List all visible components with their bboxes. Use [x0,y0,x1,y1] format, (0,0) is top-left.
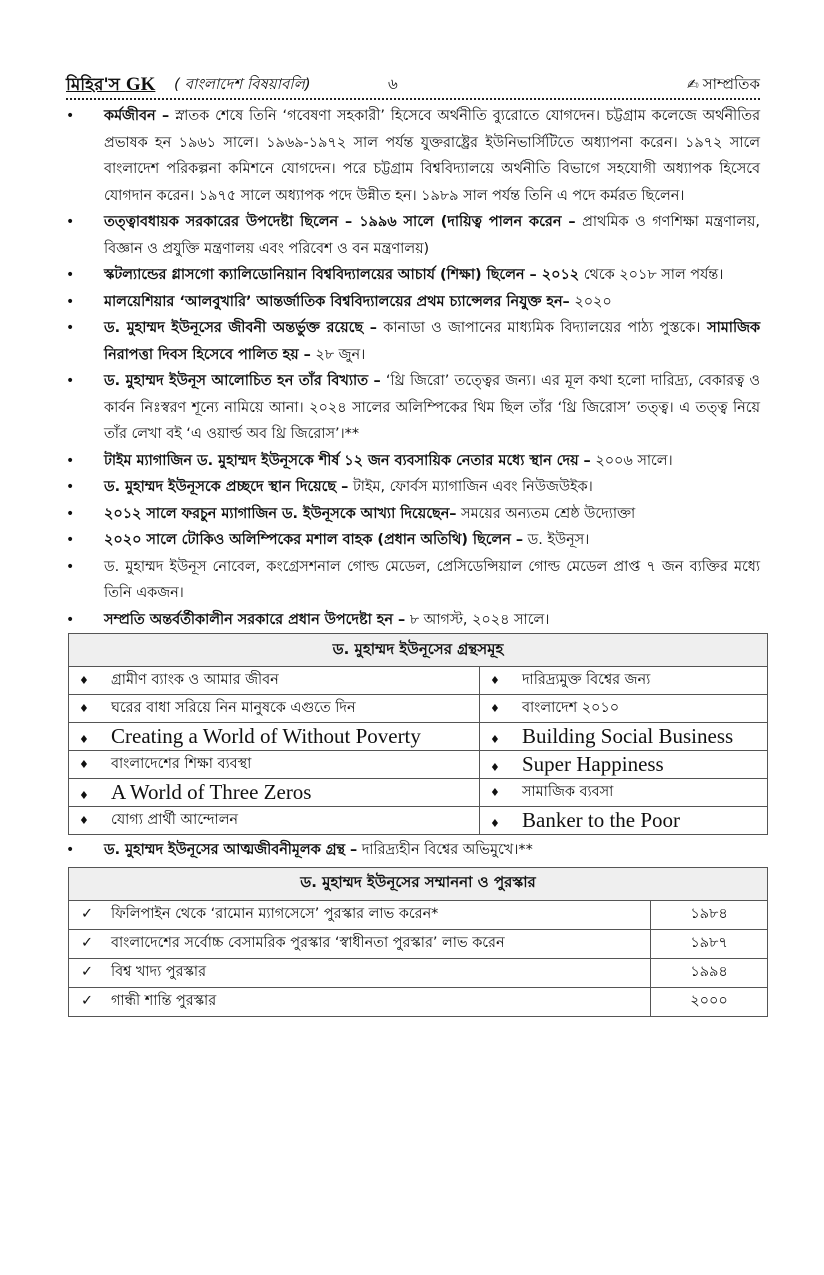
bullet-text: থেকে ২০১৮ সাল পর্যন্ত। [579,267,724,283]
book-cell [69,807,480,835]
book-cell [480,695,768,723]
bullet-bold: ড. মুহাম্মদ ইউনূসের জীবনী অন্তর্ভুক্ত রয়েছে – [104,320,377,336]
diamond-bullet-icon: ♦ [490,785,500,799]
bullet-text: টাইম, ফোর্বস ম্যাগাজিন এবং নিউজউইক। [348,479,593,495]
award-name: গান্ধী শান্তি পুরস্কার [111,992,217,1009]
brand-title [66,72,155,100]
book-title: গ্রামীণ ব্যাংক ও আমার জীবন [111,671,279,688]
book-title: সামাজিক ব্যবসা [522,783,614,800]
bullet-text: সময়ের অন্যতম শ্রেষ্ঠ উদ্যোক্তা [456,505,636,522]
book-cell [480,779,768,807]
bullet-bold: ড. মুহাম্মদ ইউনূসকে প্রচ্ছদে স্থান দিয়েছে – [104,479,349,495]
subject-title: ( বাংলাদেশ বিষয়াবলি) [174,75,311,93]
book-cell [69,667,480,695]
bullet-text: ৮ আগস্ট, ২০২৪ সালে। [405,611,550,628]
bullet-bold: সম্প্রতি অন্তর্বর্তীকালীন সরকারে প্রধান উপদেষ্টা হন – [104,611,406,628]
table-row [69,751,768,779]
page-content [66,103,760,1017]
table-row [69,807,768,835]
diamond-bullet-icon: ♦ [79,757,89,771]
bullet-icon: • [66,479,75,495]
bullet-bold: সামাজিক নিরাপত্তা দিবস হিসেবে পালিত হয় – [104,320,761,363]
bullet-bold: টাইম ম্যাগাজিন ড. মুহাম্মদ ইউনূসকে শীর্ষ ১২ জন ব্যবসায়িক নেতার মধ্যে স্থান দেয় – [104,452,591,469]
bullet-icon: • [66,842,75,858]
list-item [66,209,760,262]
autobiography-bullet [66,837,760,864]
bullet-icon: • [66,611,75,628]
table-row [69,667,768,695]
section-label [687,73,760,98]
bullet-text: ড. ইউনূস। [523,532,590,548]
list-item [66,315,760,368]
book-title: A World of Three Zeros [111,780,312,804]
bullet-text: কানাডা ও জাপানের মাধ্যমিক বিদ্যালয়ের পাঠ্য পুস্তকে। [377,320,701,336]
list-item [66,474,760,501]
list-item [66,527,760,554]
bullet-bold: ড. মুহাম্মদ ইউনূসের আত্মজীবনীমূলক গ্রন্থ – [104,842,358,858]
bullet-icon: • [66,452,75,469]
award-name: বিশ্ব খাদ্য পুরস্কার [111,963,206,980]
bullet-icon: • [66,373,75,389]
brand-name: মিহির'স [66,75,120,95]
award-cell [69,900,651,929]
table-row [69,987,768,1016]
bullet-bold: স্কটল্যান্ডের গ্লাসগো ক্যালিডোনিয়ান বিশ্ববিদ্যালয়ের আচার্য (শিক্ষা) ছিলেন – ২০১২ [104,267,580,283]
list-item [66,554,760,607]
list-item [66,501,760,528]
bullet-list [66,103,760,633]
bullet-text: ২০০৬ সালে। [590,452,673,469]
table-row [69,779,768,807]
award-cell [69,958,651,987]
list-item [66,103,760,209]
book-title: দারিদ্র্যমুক্ত বিশ্বের জন্য [522,671,651,688]
book-cell [69,751,480,779]
bullet-icon: • [66,532,75,548]
award-year: ১৯৯৪ [651,958,768,987]
book-cell [69,779,480,807]
bullet-icon: • [66,214,75,230]
list-item [66,607,760,634]
bullet-icon: • [66,505,75,522]
bullet-text: প্রাথমিক ও গণশিক্ষা মন্ত্রণালয়, বিজ্ঞান ও প্রযুক্তি মন্ত্রণালয় এবং পরিবেশ ও বন মন্ত্রণালয়) [104,214,760,257]
diamond-bullet-icon: ♦ [79,813,89,827]
books-table-title: ড. মুহাম্মদ ইউনূসের গ্রন্থসমূহ [69,634,768,667]
bullet-bold: মালয়েশিয়ার ‘আলবুখারি’ আন্তর্জাতিক বিশ্ববিদ্যালয়ের প্রথম চ্যান্সেলর নিযুক্ত হন– [104,293,570,310]
bullet-icon: • [66,558,75,575]
table-row [69,900,768,929]
awards-table [68,867,768,1017]
awards-table-title: ড. মুহাম্মদ ইউনূসের সম্মাননা ও পুরস্কার [69,867,768,900]
book-cell [69,695,480,723]
book-cell [480,807,768,835]
list-item [66,262,760,289]
check-icon: ✓ [81,992,94,1009]
award-name: ফিলিপাইন থেকে ‘রামোন ম্যাগসেসে’ পুরস্কার লাভ করেন* [111,905,439,922]
bullet-text: দারিদ্র্যহীন বিশ্বের অভিমুখে।** [357,842,533,858]
book-title: বাংলাদেশ ২০১০ [522,699,620,716]
diamond-bullet-icon: ♦ [79,673,89,687]
bullet-bold: ড. মুহাম্মদ ইউনূস আলোচিত হন তাঁর বিখ্যাত – [104,373,381,389]
bullet-bold: তত্ত্বাবধায়ক সরকারের উপদেষ্টা ছিলেন – ১৯৯৬ সালে (দায়িত্ব পালন করেন – [104,214,576,230]
diamond-bullet-icon: ♦ [79,789,89,802]
check-icon: ✓ [81,934,94,951]
check-icon: ✓ [81,905,94,922]
table-row [69,929,768,958]
page-header [66,72,760,100]
award-cell [69,987,651,1016]
book-title: Building Social Business [522,724,734,748]
book-title: ঘরের বাধা সরিয়ে নিন মানুষকে এগুতে দিন [111,699,356,716]
brand-gk: GK [125,74,156,95]
book-cell [480,723,768,751]
check-icon: ✓ [81,963,94,980]
bullet-bold: ২০২০ সালে টোকিও অলিম্পিকের মশাল বাহক (প্রধান অতিথি) ছিলেন – [104,532,524,548]
bullet-text: স্নাতক শেষে তিনি ‘গবেষণা সহকারী’ হিসেবে অর্থনীতি ব্যুরোতে যোগদেন। চট্টগ্রাম কলেজে অর্থনীতির প্রভাষক হন ১৯৬১ সালে। ১৯৬৯-১৯৭২ সাল পর্যন্ত যুক্তরাষ্ট্রের ইউনিভার্সিটিতে অধ্যাপনা করেন। ১৯৭২ সালে বাংলাদেশ পরিকল্পনা কমিশনে যোগদেন। পরে চট্টগ্রাম বিশ্ববিদ্যালয়ে অর্থনীতি বিভাগে সহযোগী অধ্যাপক হিসেবে যোগদান করেন। ১৯৭৫ সালে অধ্যাপক পদে উন্নীত হন। ১৯৮৯ সাল পর্যন্ত তিনি এ পদে কর্মরত ছিলেন। [104,108,761,204]
book-title: Banker to the Poor [522,808,681,832]
bullet-text: ২৮ জুন। [310,346,366,363]
award-name: বাংলাদেশের সর্বোচ্চ বেসামরিক পুরস্কার ‘স্বাধীনতা পুরস্কার’ লাভ করেন [111,934,505,951]
award-year: ১৯৮৪ [651,900,768,929]
award-cell [69,929,651,958]
diamond-bullet-icon: ♦ [490,673,500,687]
award-year: ২০০০ [651,987,768,1016]
book-cell [69,723,480,751]
diamond-bullet-icon: ♦ [79,701,89,715]
book-cell [480,667,768,695]
bullet-icon: • [66,320,75,336]
books-table [68,633,768,835]
list-item [66,368,760,448]
page-number: ৬ [388,75,398,93]
table-row [69,958,768,987]
list-item [66,448,760,475]
award-year: ১৯৮৭ [651,929,768,958]
book-title: Creating a World of Without Poverty [111,724,421,748]
bullet-bold: কর্মজীবন – [104,108,170,124]
book-cell [480,751,768,779]
section-name: সাম্প্রতিক [702,75,760,93]
diamond-bullet-icon: ♦ [490,817,500,830]
bullet-bold: ২০১২ সালে ফরচুন ম্যাগাজিন ড. ইউনূসকে আখ্যা দিয়েছেন– [104,505,457,522]
bullet-icon: • [66,267,75,283]
diamond-bullet-icon: ♦ [79,733,89,746]
bullet-icon: • [66,108,75,124]
diamond-bullet-icon: ♦ [490,701,500,715]
list-item [66,289,760,316]
bullet-text: ‘থ্রি জিরো’ তত্ত্বের জন্য। এর মূল কথা হলো দারিদ্র্য, বেকারত্ব ও কার্বন নিঃস্বরণ শূন্যে নামিয়ে আনা। ২০২৪ সালের অলিম্পিকের থিম ছিল তাঁর ‘থ্রি জিরোস’ তত্ত্ব। এ তত্ত্ব নিয়ে তাঁর লেখা বই ‘এ ওয়ার্ল্ড অব থ্রি জিরোস’।** [104,373,760,442]
book-title: বাংলাদেশের শিক্ষা ব্যবস্থা [111,755,252,772]
bullet-icon: • [66,293,75,310]
book-title: Super Happiness [522,752,664,776]
bullet-text: ড. মুহাম্মদ ইউনূস নোবেল, কংগ্রেসশনাল গোল্ড মেডেল, প্রেসিডেন্সিয়াল গোল্ড মেডেল প্রাপ্ত ৭ জন ব্যক্তির মধ্যে তিনি একজন। [104,558,760,601]
writing-hand-icon: ✍ [686,77,699,93]
table-row [69,695,768,723]
bullet-text: ২০২০ [569,293,612,310]
table-row [69,723,768,751]
diamond-bullet-icon: ♦ [490,761,500,774]
book-title: যোগ্য প্রার্থী আন্দোলন [111,811,239,828]
diamond-bullet-icon: ♦ [490,733,500,746]
